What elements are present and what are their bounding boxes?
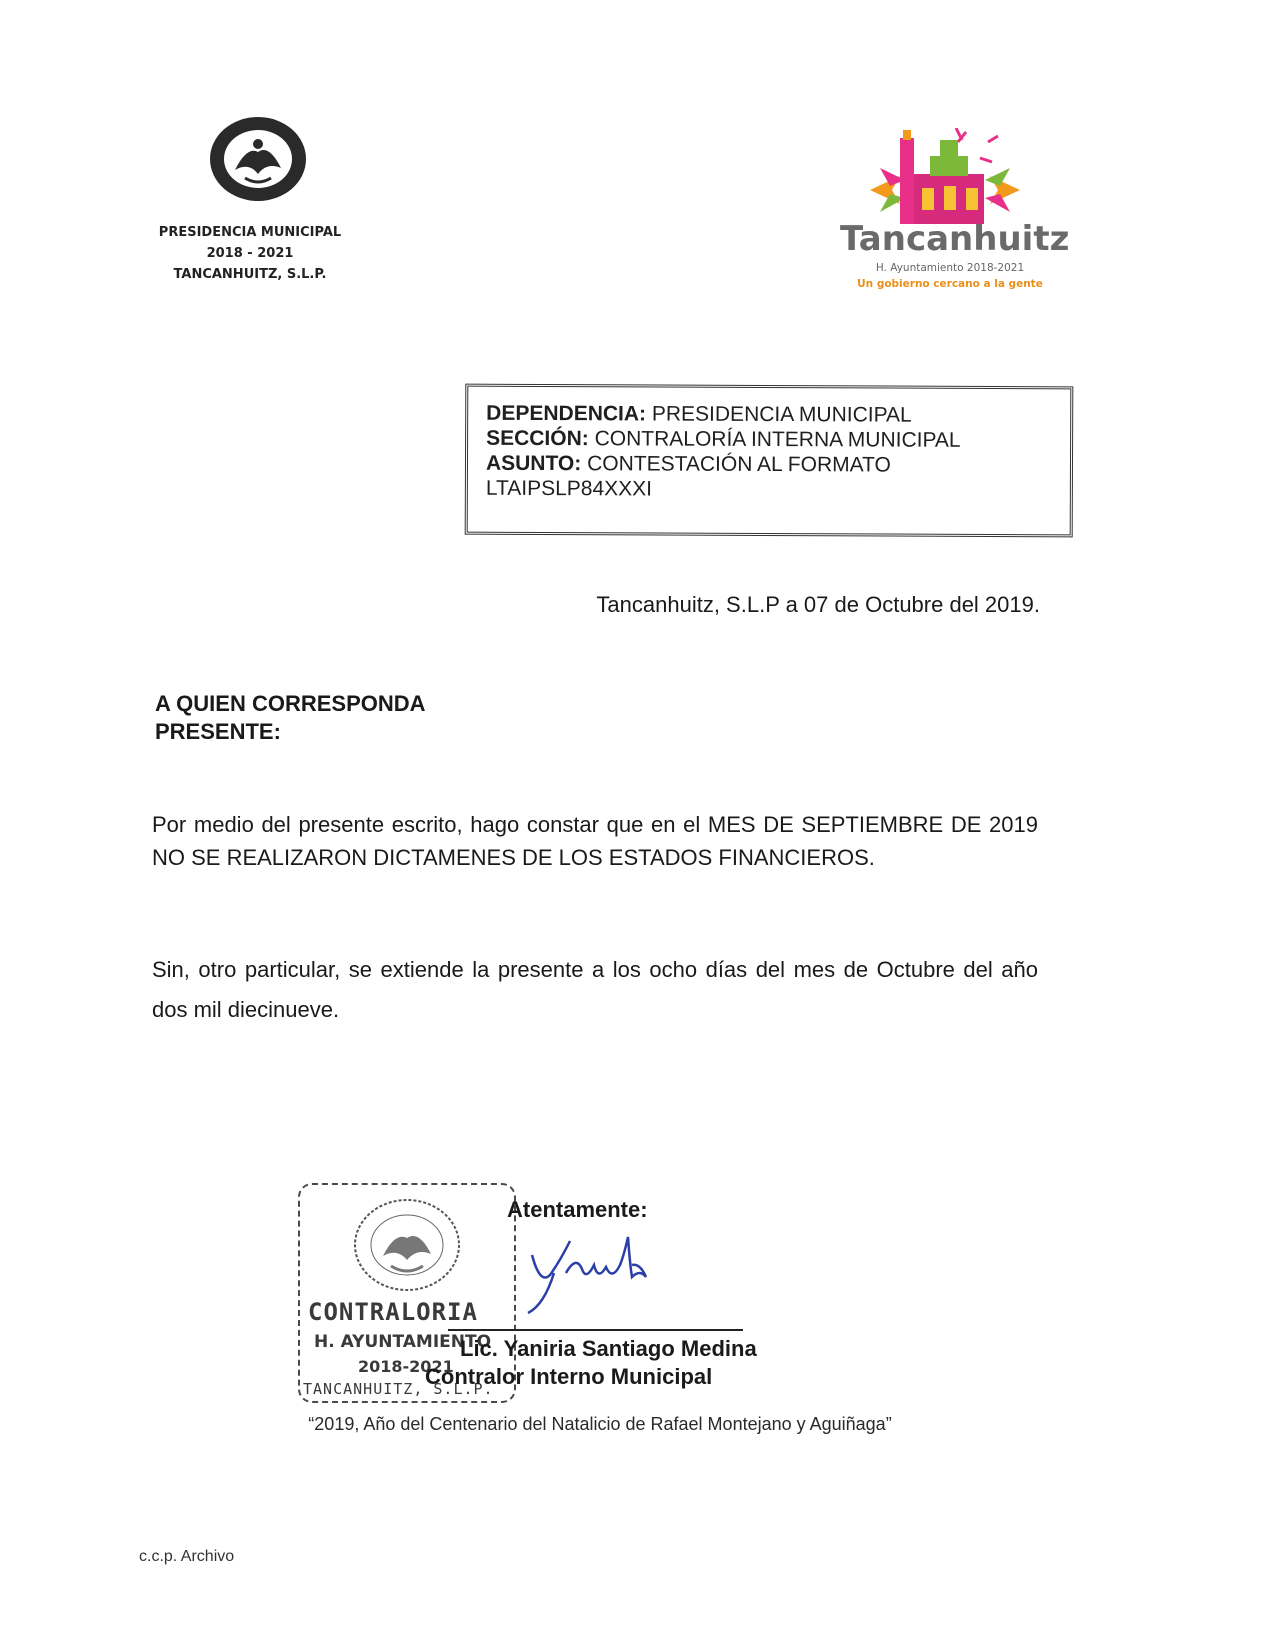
issuer-header [150, 222, 350, 285]
issuer-line-3: TANCANHUITZ, S.L.P. [173, 267, 327, 282]
date-line: Tancanhuitz, S.L.P a 07 de Octubre del 2019. [596, 592, 1040, 617]
seccion-label: SECCIÓN: [486, 426, 589, 451]
asunto-line [486, 451, 1052, 478]
seccion-line [486, 426, 1052, 453]
brand-name: Tancanhuitz [840, 219, 1070, 259]
signer-role: Contralor Interno Municipal [425, 1364, 713, 1389]
carbon-copy-note: c.c.p. Archivo [139, 1548, 235, 1565]
closing: Atentamente: [507, 1197, 648, 1222]
signature-line [448, 1329, 743, 1331]
tancanhuitz-logo-icon [870, 128, 1020, 228]
brand-slogan: Un gobierno cercano a la gente [857, 278, 1043, 290]
stamp-line-2: H. AYUNTAMIENTO [314, 1332, 492, 1352]
issuer-line-1: PRESIDENCIA MUNICIPAL [158, 225, 342, 240]
signer-name: Lic. Yaniria Santiago Medina [460, 1336, 757, 1361]
seccion-value: CONTRALORÍA INTERNA MUNICIPAL [594, 427, 961, 452]
asunto-label: ASUNTO: [485, 451, 582, 476]
issuer-line-2: 2018 - 2021 [206, 246, 294, 261]
dependencia-line [486, 401, 1052, 428]
asunto-value: CONTESTACIÓN AL FORMATO [587, 452, 891, 477]
salutation [155, 690, 426, 746]
stamp-line-1: CONTRALORIA [308, 1298, 478, 1326]
stamp-line-4: TANCANHUITZ, S.L.P. [303, 1380, 494, 1398]
document-reference-box [465, 384, 1074, 538]
handwritten-signature [520, 1225, 680, 1315]
brand-subtitle: H. Ayuntamiento 2018-2021 [875, 262, 1025, 274]
coat-of-arms-seal [207, 114, 309, 204]
year-motto: “2019, Año del Centenario del Natalicio de Rafael Montejano y Aguiñaga” [308, 1414, 892, 1434]
stamp-seal-icon [351, 1196, 463, 1294]
stamp-line-3: 2018-2021 [358, 1357, 454, 1376]
dependencia-value: PRESIDENCIA MUNICIPAL [651, 402, 912, 427]
body-paragraph-2: Sin, otro particular, se extiende la presente a los ocho días del mes de Octubre del año dos mil diecinueve. [152, 957, 1038, 1022]
salutation-line-2: PRESENTE: [155, 719, 281, 744]
asunto-value-cont: LTAIPSLP84XXXI [485, 476, 653, 501]
salutation-line-1: A QUIEN CORRESPONDA [155, 691, 426, 716]
body-paragraph-1: Por medio del presente escrito, hago constar que en el MES DE SEPTIEMBRE DE 2019 NO SE REALIZARON DICTAMENES DE LOS ESTADOS FINANCIEROS. [152, 812, 1038, 870]
dependencia-label: DEPENDENCIA: [486, 401, 647, 426]
